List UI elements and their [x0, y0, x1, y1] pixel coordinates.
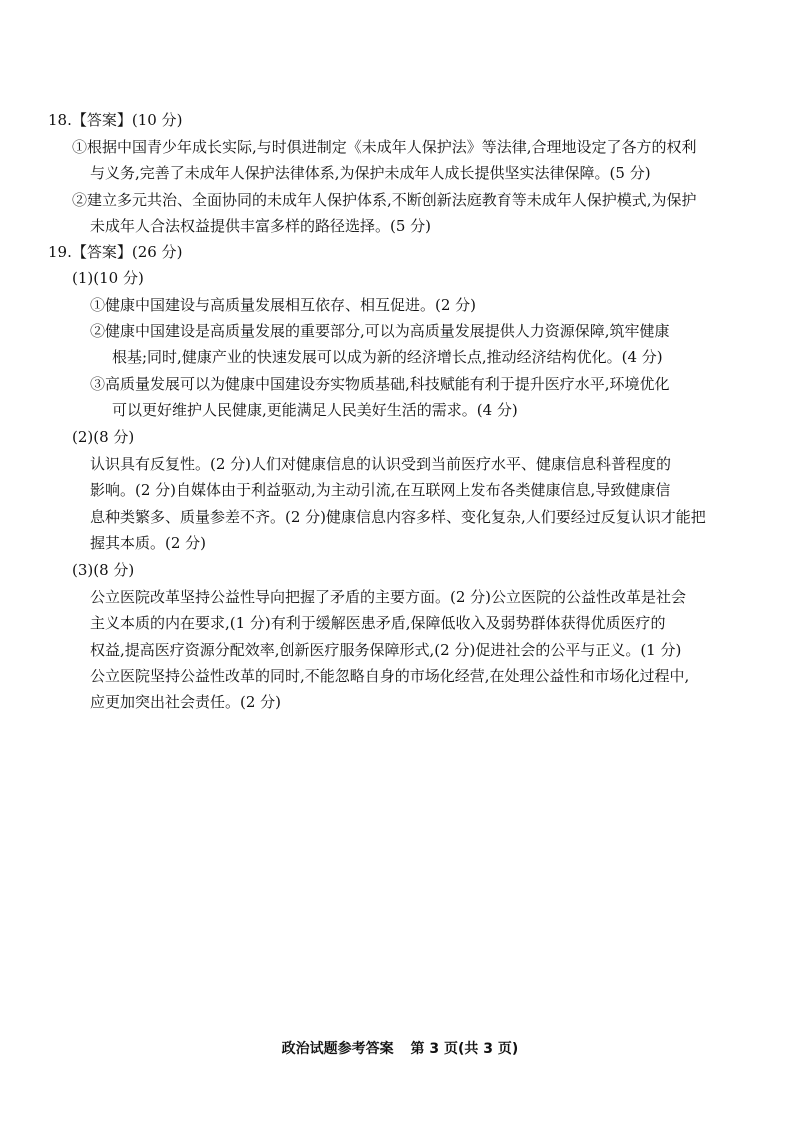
q19-part-2-line-1: 认识具有反复性。(2 分)人们对健康信息的认识受到当前医疗水平、健康信息科普程度的 [90, 455, 672, 473]
question-19-heading: 19.【答案】(26 分) [48, 243, 183, 261]
footer-title: 政治试题参考答案 [281, 1041, 394, 1057]
q19-part-1-item-3-line-1: ③高质量发展可以为健康中国建设夯实物质基础,科技赋能有利于提升医疗水平,环境优化 [90, 375, 670, 393]
q19-part-3-line-5: 应更加突出社会责任。(2 分) [90, 693, 282, 711]
q19-part-3-line-2: 主义本质的内在要求,(1 分)有利于缓解医患矛盾,保障低收入及弱势群体获得优质医疗的 [90, 614, 666, 632]
q19-part-2-label: (2)(8 分) [72, 428, 135, 446]
q19-part-2-line-2: 影响。(2 分)自媒体由于利益驱动,为主动引流,在互联网上发布各类健康信息,导致健康信 [90, 481, 671, 499]
q19-part-2-line-4: 握其本质。(2 分) [90, 534, 207, 552]
q19-part-3-line-4: 公立医院坚持公益性改革的同时,不能忽略自身的市场化经营,在处理公益性和市场化过程中, [90, 667, 690, 685]
q19-part-1-item-2-line-1: ②健康中国建设是高质量发展的重要部分,可以为高质量发展提供人力资源保障,筑牢健康 [90, 322, 670, 340]
q18-item-1-line-2: 与义务,完善了未成年人保护法律体系,为保护未成年人成长提供坚实法律保障。(5 分) [90, 164, 651, 182]
q18-item-2-line-2: 未成年人合法权益提供丰富多样的路径选择。(5 分) [90, 217, 432, 235]
q19-part-1-item-2-line-2: 根基;同时,健康产业的快速发展可以成为新的经济增长点,推动经济结构优化。(4 分) [112, 348, 663, 366]
page-footer [0, 1039, 800, 1059]
q18-item-2-line-1: ②建立多元共治、全面协同的未成年人保护体系,不断创新法庭教育等未成年人保护模式,为保护 [72, 191, 697, 209]
q19-part-1-item-1: ①健康中国建设与高质量发展相互依存、相互促进。(2 分) [90, 296, 477, 314]
question-18-heading: 18.【答案】(10 分) [48, 111, 183, 129]
footer-page-number: 第 3 页(共 3 页) [410, 1041, 519, 1057]
q19-part-3-line-1: 公立医院改革坚持公益性导向把握了矛盾的主要方面。(2 分)公立医院的公益性改革是社会 [90, 588, 687, 606]
q19-part-3-line-3: 权益,提高医疗资源分配效率,创新医疗服务保障形式,(2 分)促进社会的公平与正义。(1 分) [90, 641, 682, 659]
q19-part-2-line-3: 息种类繁多、质量参差不齐。(2 分)健康信息内容多样、变化复杂,人们要经过反复认识才能把 [90, 508, 706, 526]
q19-part-1-item-3-line-2: 可以更好维护人民健康,更能满足人民美好生活的需求。(4 分) [112, 401, 518, 419]
q18-item-1-line-1: ①根据中国青少年成长实际,与时俱进制定《未成年人保护法》等法律,合理地设定了各方的权利 [72, 138, 697, 156]
q19-part-3-label: (3)(8 分) [72, 561, 135, 579]
q19-part-1-label: (1)(10 分) [72, 269, 144, 287]
